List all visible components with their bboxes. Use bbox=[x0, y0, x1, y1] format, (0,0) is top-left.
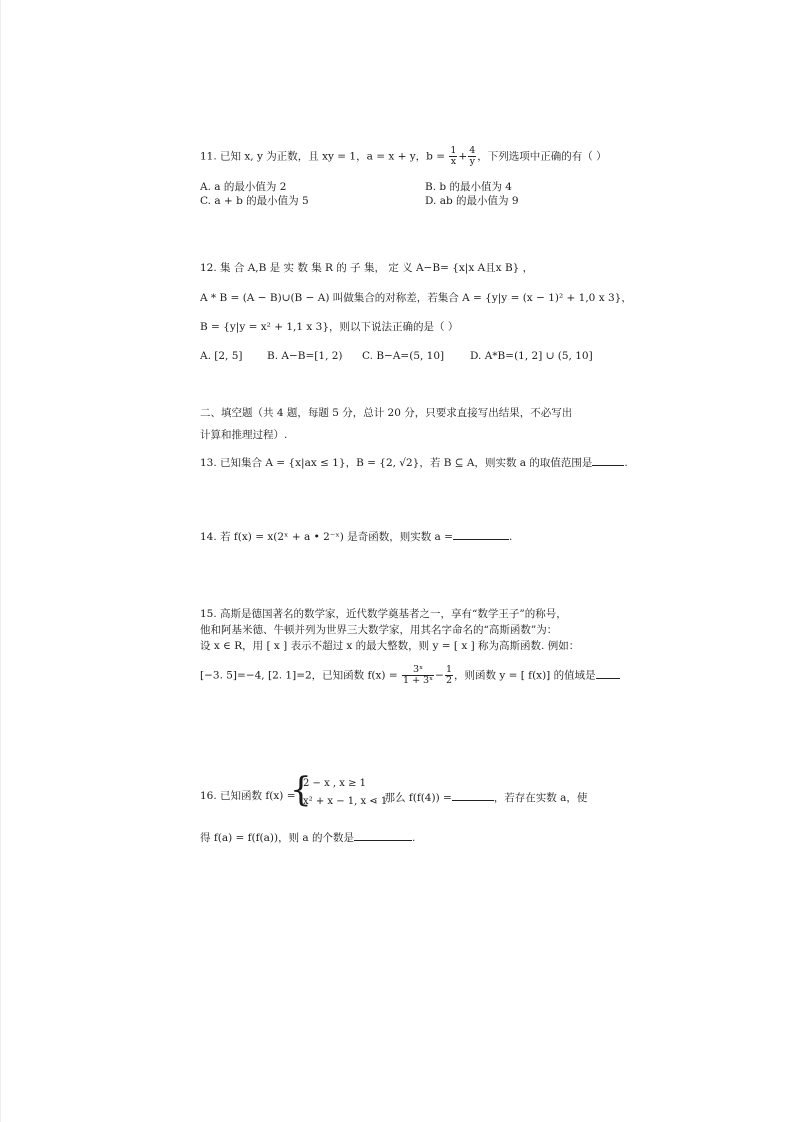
q11-plus: + bbox=[458, 150, 468, 163]
q12-line-2: A * B = (A − B)∪(B − A) 叫做集合的对称差，若集合 A = {y|y = (x − 1)² + 1,0 x 3}， bbox=[200, 292, 632, 304]
q15-frac1-den: 1 + 3ˣ bbox=[403, 675, 434, 686]
q13-answer-blank[interactable] bbox=[592, 454, 624, 466]
q16-answer-blank-2[interactable] bbox=[354, 829, 412, 841]
q16-line-2-text: 得 f(a) = f(f(a))，则 a 的个数是 bbox=[200, 832, 355, 844]
q15-answer-blank[interactable] bbox=[596, 667, 620, 679]
q15-minus: − bbox=[435, 669, 444, 682]
q11-frac2-den: y bbox=[469, 156, 475, 167]
q11-stem bbox=[200, 146, 607, 167]
q12-option-b: B. A−B=[1, 2) bbox=[267, 350, 343, 362]
q13-end: . bbox=[624, 457, 628, 469]
q12-option-a: A. [2, 5] bbox=[200, 350, 243, 362]
q11-fraction-1 bbox=[449, 146, 457, 167]
q11-option-d: D. ab 的最小值为 9 bbox=[425, 195, 519, 207]
q13-text: 13. 已知集合 A = {x|ax ≤ 1}，B = {2, √2}，若 B ⊆ A，则实数 a 的取值范围是 bbox=[200, 457, 593, 469]
q11-stem-prefix: 11. 已知 bbox=[200, 150, 242, 163]
q11-option-c: C. a + b 的最小值为 5 bbox=[200, 195, 309, 207]
q11-option-a: A. a 的最小值为 2 bbox=[200, 181, 287, 193]
q11-option-b: B. b 的最小值为 4 bbox=[425, 181, 512, 193]
q15-line-4 bbox=[200, 665, 620, 686]
q14-answer-blank[interactable] bbox=[453, 528, 509, 540]
q11-stem-vars: x, y 为正数，且 xy = 1，a = x + y，b = bbox=[244, 150, 446, 163]
q15-line-3: 设 x ∈ R，用 [ x ] 表示不超过 x 的最大整数，则 y = [ x ] 称为高斯函数. 例如： bbox=[200, 640, 580, 652]
piecewise-brace: { bbox=[290, 770, 312, 810]
q15-line-2: 他和阿基米德、牛顿并列为世界三大数学家，用其名字命名的“高斯函数”为： bbox=[200, 624, 558, 636]
q16-mid-text: ，那么 f(f(4)) = bbox=[374, 792, 452, 804]
q15-line-4-suffix: ，则函数 y = [ f(x)] 的值域是 bbox=[454, 669, 596, 682]
q14-text: 14. 若 f(x) = x(2ˣ + a • 2⁻ˣ) 是奇函数，则实数 a = bbox=[200, 531, 453, 543]
q16-line-2 bbox=[200, 829, 415, 845]
q15-fraction-2 bbox=[445, 665, 453, 686]
q16-case-1: 2 − x , x ≥ 1 bbox=[303, 778, 367, 789]
q16-line-2-end: . bbox=[412, 832, 416, 844]
q11-stem-suffix: ，下列选项中正确的有（ ） bbox=[477, 150, 607, 163]
q16-case-2: x² + x − 1, x < 1 bbox=[303, 796, 388, 807]
q16-answer-blank-1[interactable] bbox=[452, 789, 494, 801]
q15-line-1: 15. 高斯是德国著名的数学家，近代数学奠基者之一，享有“数学王子”的称号， bbox=[200, 608, 567, 620]
q11-frac1-den: x bbox=[450, 156, 457, 167]
q11-fraction-2 bbox=[468, 146, 476, 167]
q15-line-4-prefix: [−3. 5]=−4, [2. 1]=2，已知函数 f(x) = bbox=[200, 669, 398, 682]
q14-end: . bbox=[508, 531, 513, 543]
section-fill-in-heading-cont: 计算和推理过程）. bbox=[200, 429, 288, 441]
q16-pre: 16. 已知函数 f(x) = bbox=[200, 790, 296, 802]
q15-frac1-num: 3ˣ bbox=[402, 665, 434, 676]
q12-line-1: 12. 集 合 A,B 是 实 数 集 R 的 子 集， 定 义 A−B= {x|x A且x B} ， bbox=[200, 262, 534, 274]
q13-stem bbox=[200, 454, 628, 470]
q12-line-3: B = {y|y = x² + 1,1 x 3}，则以下说法正确的是（ ） bbox=[200, 321, 459, 333]
q15-frac2-den: 2 bbox=[445, 675, 452, 686]
section-fill-in-heading: 二、填空题（共 4 题，每题 5 分，总计 20 分，只要求直接写出结果，不必写出 bbox=[200, 407, 573, 419]
q15-frac2-num: 1 bbox=[445, 664, 452, 675]
q12-option-d: D. A*B=(1, 2] ∪ (5, 10] bbox=[470, 350, 593, 362]
q11-frac1-num: 1 bbox=[450, 145, 457, 156]
q14-stem bbox=[200, 528, 512, 544]
q11-frac2-num: 4 bbox=[469, 145, 476, 156]
q16-mid bbox=[374, 789, 587, 805]
q16-post-text: ，若存在实数 a，使 bbox=[493, 792, 588, 804]
q15-fraction-1 bbox=[402, 665, 434, 686]
q12-option-c: C. B−A=(5, 10] bbox=[362, 350, 445, 362]
